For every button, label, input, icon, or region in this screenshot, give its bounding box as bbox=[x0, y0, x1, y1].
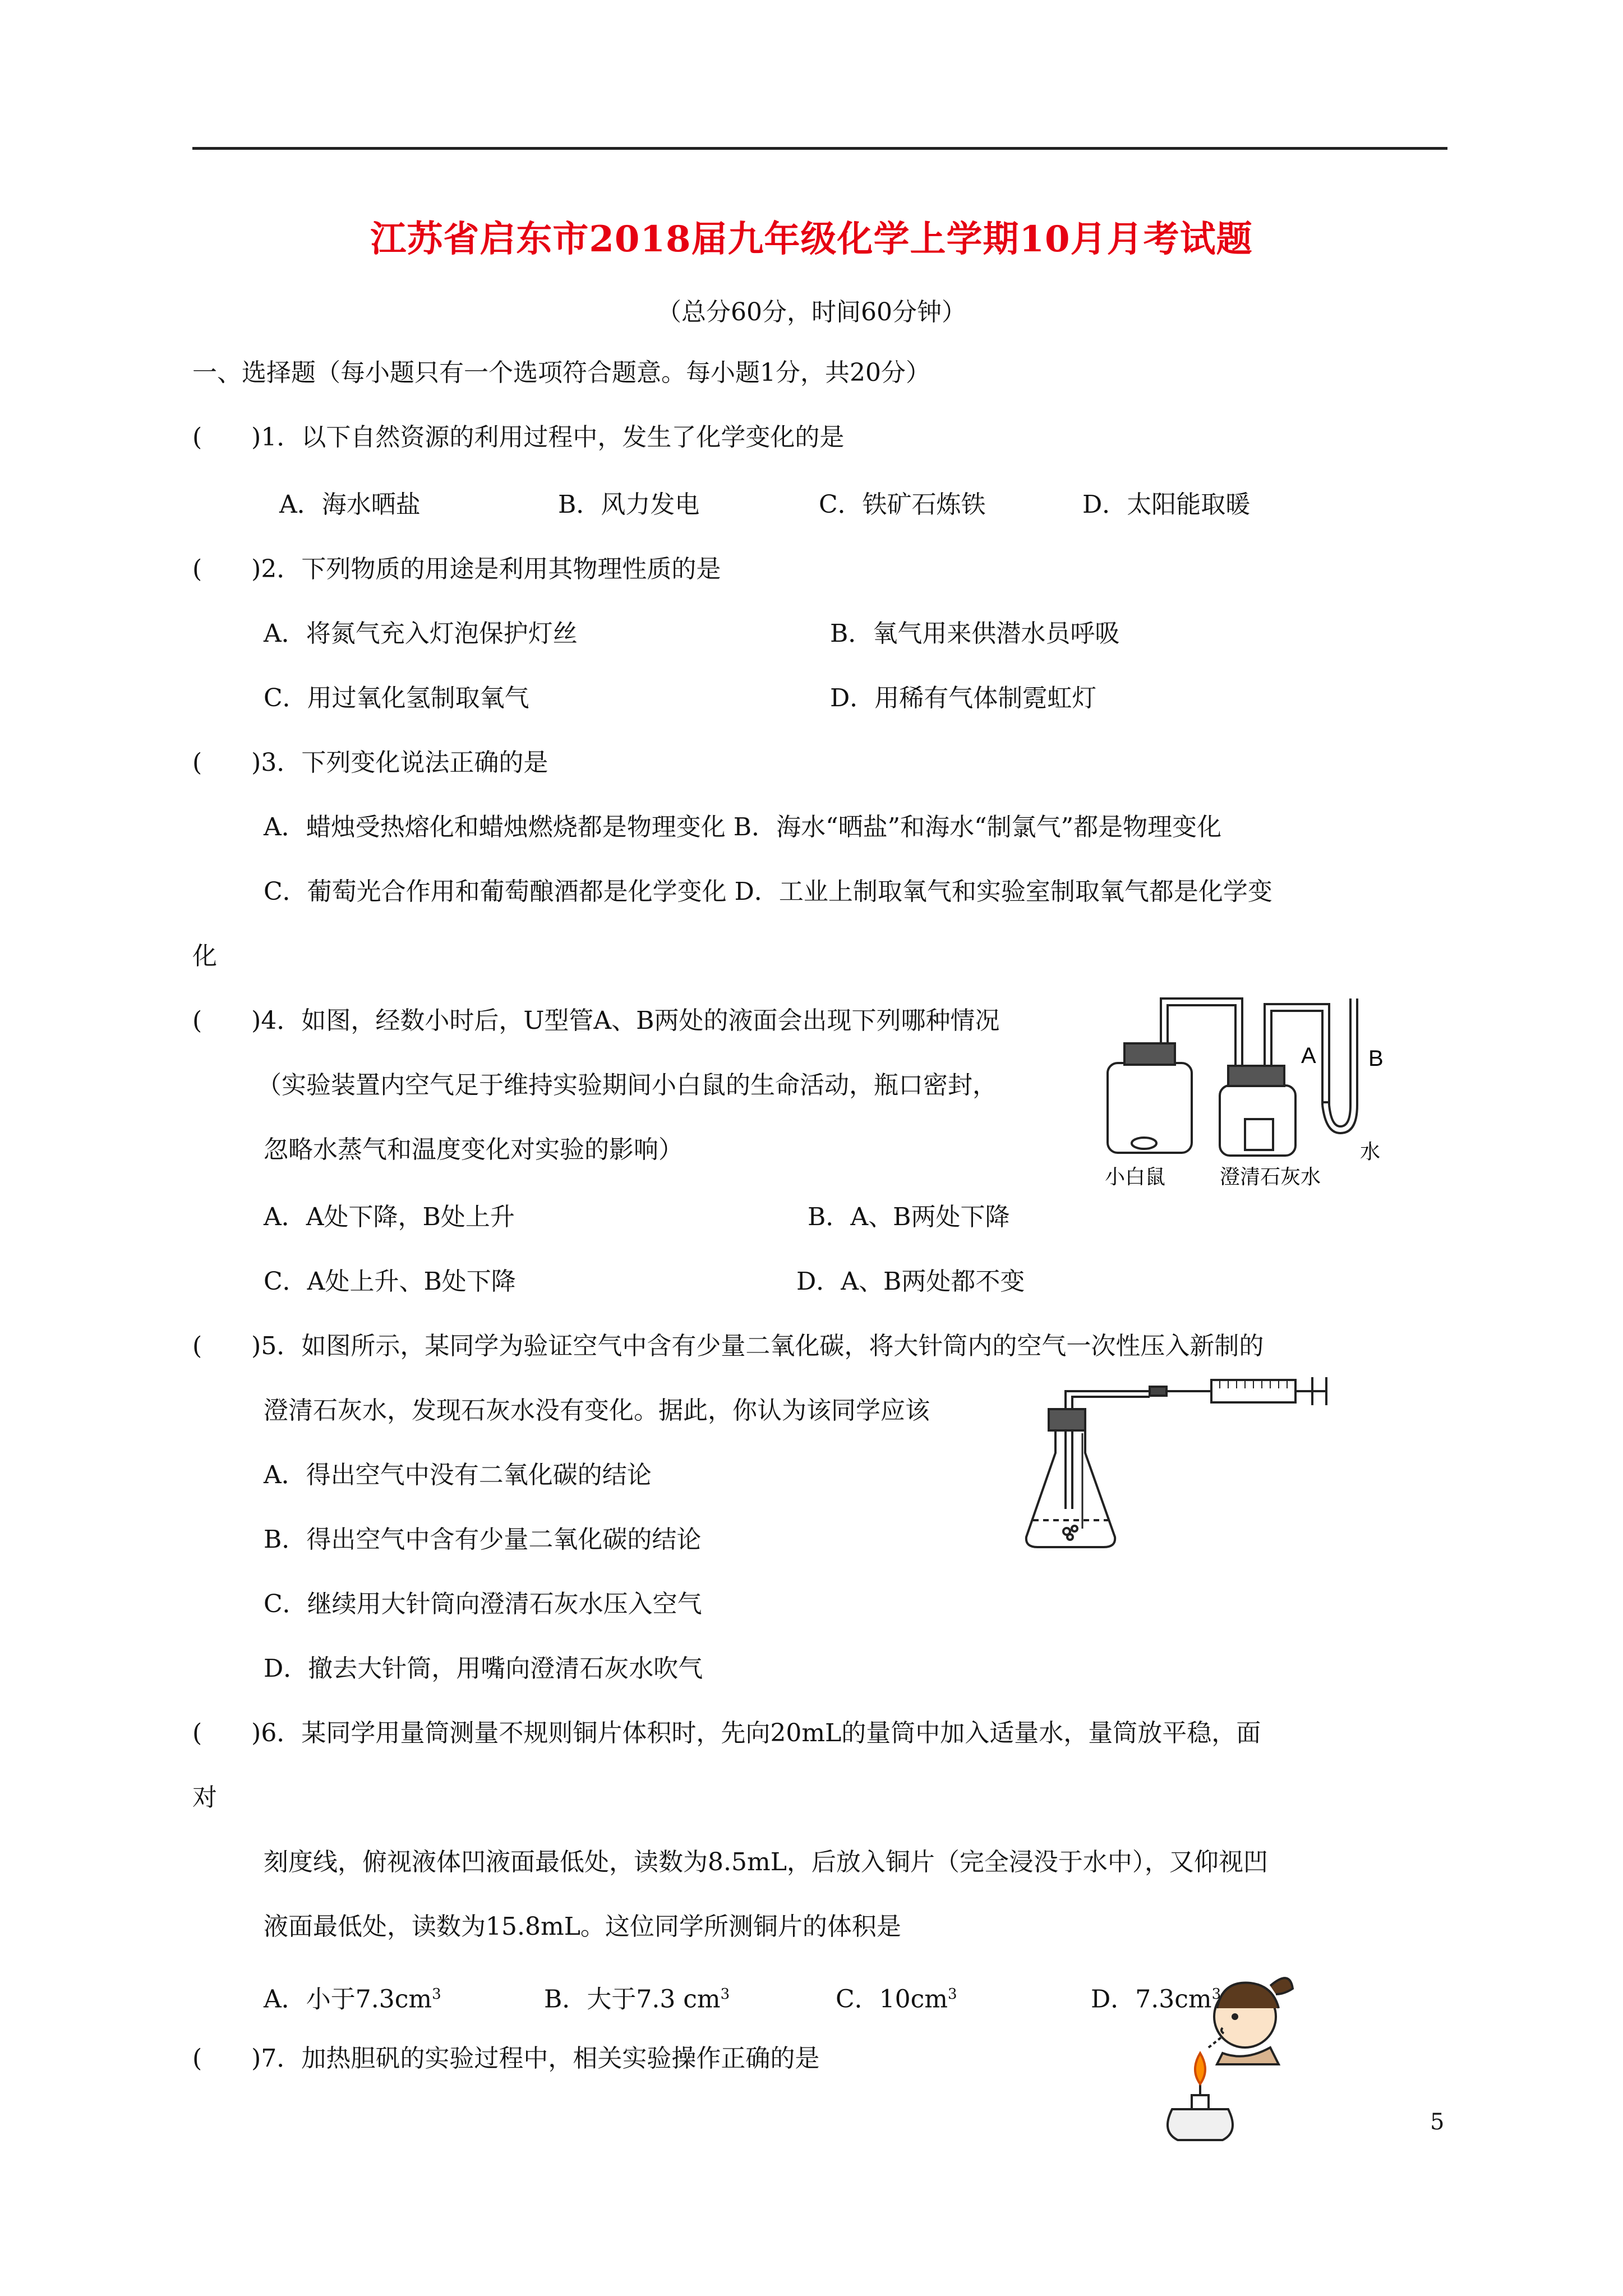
page-number: 5 bbox=[1430, 2109, 1445, 2135]
q6-stem-2: 刻度线，俯视液体凹液面最低处，读数为8.5mL，后放入铜片（完全浸没于水中），又仰视凹 bbox=[264, 1848, 1268, 1876]
q3-options-ab: A．蜡烛受热熔化和蜡烛燃烧都是物理变化 B．海水“晒盐”和海水“制氯气”都是物理变化 bbox=[264, 813, 1222, 841]
q2-option-b: B．氧气用来供潜水员呼吸 bbox=[830, 619, 1120, 648]
q5-stem-2: 澄清石灰水，发现石灰水没有变化。据此，你认为该同学应该 bbox=[264, 1396, 930, 1425]
q7-stem: ( )7．加热胆矾的实验过程中，相关实验操作正确的是 bbox=[192, 2044, 820, 2073]
q2-option-d: D．用稀有气体制霓虹灯 bbox=[830, 684, 1097, 712]
q4-option-d: D．A、B两处都不变 bbox=[796, 1267, 1025, 1296]
header-rule bbox=[192, 147, 1447, 150]
q6-option-a: A．小于$7.3cm^3$ bbox=[264, 1985, 441, 2014]
q2-option-c: C．用过氧化氢制取氧气 bbox=[264, 684, 529, 712]
q6-stem-3: 液面最低处，读数为15.8mL。这位同学所测铜片的体积是 bbox=[264, 1912, 901, 1941]
q4-label-mouse: 小白鼠 bbox=[1105, 1166, 1166, 1189]
q4-label-limewater: 澄清石灰水 bbox=[1220, 1166, 1321, 1189]
q3-options-cd: C．葡萄光合作用和葡萄酿酒都是化学变化 D．工业上制取氧气和实验室制取氧气都是化学变 bbox=[264, 877, 1272, 906]
q1-stem: ( )1．以下自然资源的利用过程中，发生了化学变化的是 bbox=[192, 423, 845, 452]
q4-label-water: 水 bbox=[1360, 1140, 1381, 1163]
q2-option-a: A．将氮气充入灯泡保护灯丝 bbox=[264, 619, 578, 648]
q4-option-a: A．A处下降，B处上升 bbox=[264, 1203, 515, 1231]
q4-stem: ( )4．如图，经数小时后，U型管A、B两处的液面会出现下列哪种情况 bbox=[192, 1006, 1000, 1035]
exam-info: （总分60分，时间60分钟） bbox=[657, 298, 966, 326]
q4-note-2: 忽略水蒸气和温度变化对实验的影响） bbox=[264, 1135, 683, 1164]
q5-stem: ( )5．如图所示，某同学为验证空气中含有少量二氧化碳，将大针筒内的空气一次性压入新制的 bbox=[192, 1332, 1264, 1360]
q6-stem-wrap: 对 bbox=[192, 1783, 217, 1812]
q5-syringe-flask-figure bbox=[1021, 1369, 1346, 1571]
q2-stem: ( )2．下列物质的用途是利用其物理性质的是 bbox=[192, 555, 721, 583]
q5-option-c: C．继续用大针筒向澄清石灰水压入空气 bbox=[264, 1590, 702, 1618]
q6-option-d: D．$7.3cm^3$ bbox=[1091, 1985, 1221, 2014]
q5-option-a: A．得出空气中没有二氧化碳的结论 bbox=[264, 1461, 652, 1489]
q4-note-1: （实验装置内空气足于维持实验期间小白鼠的生命活动，瓶口密封， bbox=[257, 1071, 997, 1099]
q6-option-b: B．大于7.3 $cm^3$ bbox=[544, 1985, 730, 2014]
q1-option-a: A．海水晒盐 bbox=[279, 490, 421, 519]
q5-option-d: D．撤去大针筒，用嘴向澄清石灰水吹气 bbox=[264, 1654, 703, 1683]
q5-option-b: B．得出空气中含有少量二氧化碳的结论 bbox=[264, 1525, 702, 1554]
q4-apparatus-figure bbox=[1094, 987, 1408, 1195]
q4-label-b: B bbox=[1368, 1046, 1384, 1071]
q1-option-d: D．太阳能取暖 bbox=[1082, 490, 1251, 519]
q6-stem: ( )6．某同学用量筒测量不规则铜片体积时，先向20mL的量筒中加入适量水，量筒放平稳，面 bbox=[192, 1719, 1261, 1747]
alcohol-lamp-figure bbox=[1138, 1963, 1307, 2148]
section-heading: 一、选择题（每小题只有一个选项符合题意。每小题1分，共20分） bbox=[192, 358, 930, 387]
q6-option-c: C．$10cm^3$ bbox=[836, 1985, 957, 2014]
q1-option-b: B．风力发电 bbox=[558, 490, 700, 519]
q3-options-cd-wrap: 化 bbox=[192, 942, 217, 970]
page-title: 江苏省启东市2018届九年级化学上学期10月月考试题 bbox=[370, 218, 1253, 260]
q4-option-b: B．A、B两处下降 bbox=[808, 1203, 1010, 1231]
q4-option-c: C．A处上升、B处下降 bbox=[264, 1267, 516, 1296]
q3-stem: ( )3．下列变化说法正确的是 bbox=[192, 748, 548, 777]
q4-label-a: A bbox=[1301, 1043, 1316, 1068]
q1-option-c: C．铁矿石炼铁 bbox=[819, 490, 986, 519]
